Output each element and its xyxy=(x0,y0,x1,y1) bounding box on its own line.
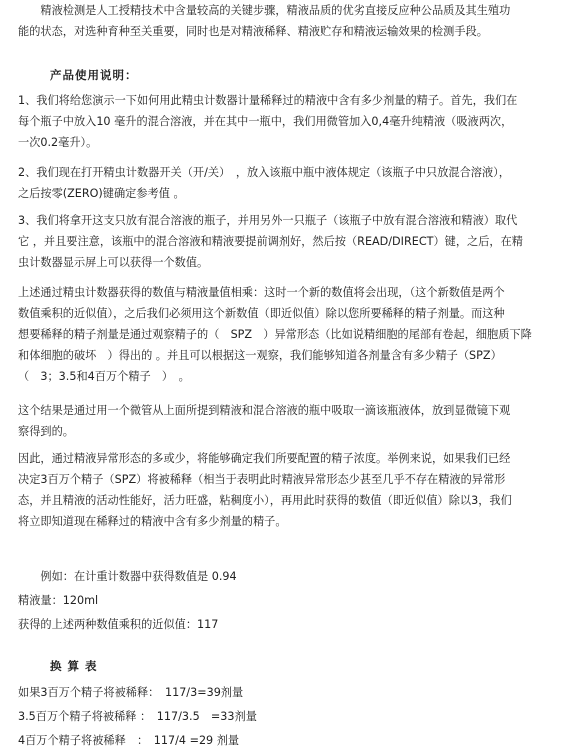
text-line: 因此，通过精液异常形态的多或少，将能够确定我们所要配置的精子浓度。举例来说，如果我们已经 xyxy=(18,452,511,465)
text-line: 这个结果是通过用一个微管从上面所提到精液和混合溶液的瓶中吸取一滴该瓶液体，放到显微镜下观 xyxy=(18,404,511,417)
text-line: 1、我们将给您演示一下如何用此精虫计数器计量稀释过的精液中含有多少剂量的精子。首先，我们在 xyxy=(18,94,518,107)
step-3-paragraph xyxy=(18,210,566,273)
step-1-paragraph xyxy=(18,90,566,153)
text-line: 能的状态，对选种育种至关重要，同时也是对精液稀释、精液贮存和精液运输效果的检测手段。 xyxy=(18,25,488,38)
conversion-row: 如果3百万个精子将被稀释： 117/3=39剂量 xyxy=(18,686,244,699)
text-line: 和体细胞的破坏 ）得出的 。并且可以根据这一观察，我们能够知道各剂量含有多少精子（SPZ） xyxy=(18,349,502,362)
usage-heading: 产品使用说明： xyxy=(50,68,138,82)
text-line: 之后按零(ZERO)键确定参考值 。 xyxy=(18,187,185,200)
semen-volume-line: 精液量：120ml xyxy=(18,594,99,607)
microscope-paragraph xyxy=(18,400,566,442)
step-2-paragraph xyxy=(18,162,566,204)
text-line: 态，并且精液的活动性能好，活力旺盛，粘稠度小），再用此时获得的数值（即近似值）除以3，我们 xyxy=(18,494,512,507)
text-line: 精液检测是人工授精技术中含量较高的关键步骤，精液品质的优劣直接反应种公品质及其生殖功 xyxy=(18,4,511,17)
text-line: 数值乘积的近似值），之后我们必须用这个新数值（即近似值）除以您所要稀释的精子剂量。而这种 xyxy=(18,307,505,320)
conversion-row: 3.5百万个精子将被稀释 ： 117/3.5 =33剂量 xyxy=(18,710,257,723)
text-line: 上述通过精虫计数器获得的数值与精液量值相乘：这时一个新的数值将会出现，（这个新数值是两个 xyxy=(18,286,505,299)
text-line: 3、我们将拿开这支只放有混合溶液的瓶子，并用另外一只瓶子（该瓶子中放有混合溶液和精液）取代 xyxy=(18,214,518,227)
example-line: 例如：在计重计数器中获得数值是 0.94 xyxy=(18,570,237,583)
text-line: 决定3百万个精子（SPZ）将被稀释（相当于表明此时精液异常形态少甚至几乎不存在精液的异常形 xyxy=(18,473,506,486)
text-line: 虫计数器显示屏上可以获得一个数值。 xyxy=(18,256,209,269)
text-line: 将立即知道现在稀释过的精液中含有多少剂量的精子。 xyxy=(18,515,287,528)
text-line: 它 ，并且要注意，该瓶中的混合溶液和精液要提前调剂好，然后按（READ/DIRECT）键，之后，在精 xyxy=(18,235,523,248)
text-line: 一次0.2毫升）。 xyxy=(18,136,98,149)
text-line: （ 3；3.5和4百万个精子 ） 。 xyxy=(18,370,190,383)
example-block xyxy=(18,566,566,635)
result-paragraph xyxy=(18,282,566,387)
text-line: 每个瓶子中放入10 毫升的混合溶液，并在其中一瓶中，我们用微管加入0,4毫升纯精液（吸液两次， xyxy=(18,115,513,128)
intro-paragraph xyxy=(18,0,566,42)
text-line: 想要稀释的精子剂量是通过观察精子的（ SPZ ）异常形态（比如说精细胞的尾部有卷起，细胞质下降 xyxy=(18,328,532,341)
concentration-paragraph xyxy=(18,448,566,532)
text-line: 2、我们现在打开精虫计数器开关（开/关） ，放入该瓶中瓶中液体规定（该瓶子中只放混合溶液）， xyxy=(18,166,510,179)
conversion-row: 4百万个精子将被稀释 ： 117/4 =29 剂量 xyxy=(18,734,240,747)
conversion-table-heading: 换 算 表 xyxy=(50,659,98,673)
text-line: 察得到的。 xyxy=(18,425,74,438)
product-value-line: 获得的上述两种数值乘积的近似值：117 xyxy=(18,618,219,631)
conversion-table xyxy=(18,682,566,754)
